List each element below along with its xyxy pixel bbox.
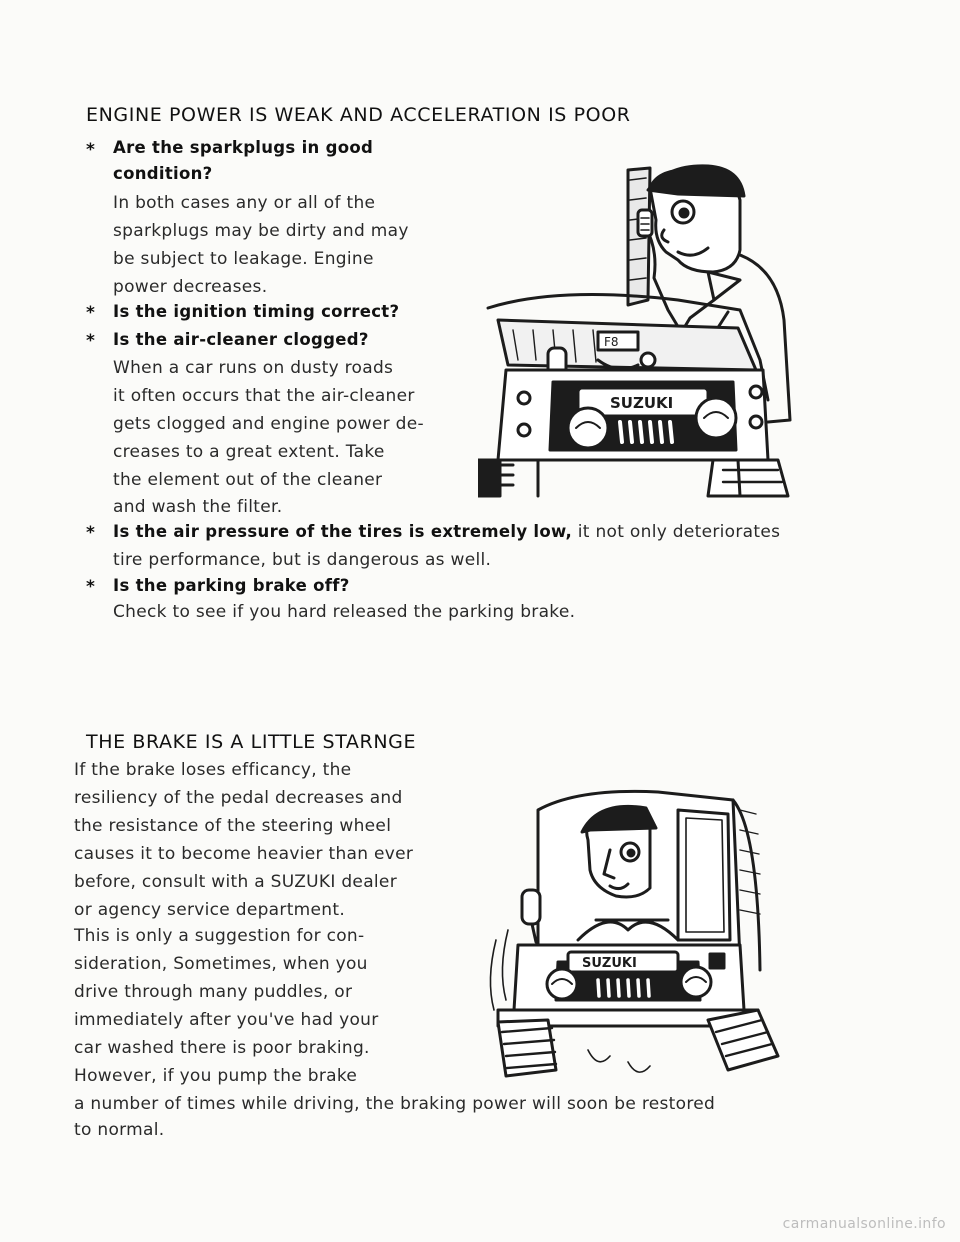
body-line: resiliency of the pedal decreases and bbox=[74, 788, 403, 808]
body-line: car washed there is poor braking. bbox=[74, 1038, 370, 1058]
body-line: creases to a great extent. Take bbox=[113, 442, 385, 462]
badge-text: SUZUKI bbox=[610, 394, 674, 412]
body-line: causes it to become heavier than ever bbox=[74, 844, 414, 864]
bullet-star: * bbox=[86, 331, 95, 351]
body-line: tire performance, but is dangerous as well. bbox=[113, 550, 492, 570]
body-line: If the brake loses efficancy, the bbox=[74, 760, 352, 780]
body-line: or agency service department. bbox=[74, 900, 346, 920]
body-line: When a car runs on dusty roads bbox=[113, 358, 394, 378]
question-sparkplugs: Are the sparkplugs in good bbox=[113, 138, 374, 157]
tire-pressure-line bbox=[113, 522, 780, 542]
body-line: drive through many puddles, or bbox=[74, 982, 353, 1002]
body-line: gets clogged and engine power de- bbox=[113, 414, 424, 434]
bullet-star: * bbox=[86, 523, 95, 543]
body-line: be subject to leakage. Engine bbox=[113, 249, 374, 269]
question-air-cleaner: Is the air-cleaner clogged? bbox=[113, 330, 369, 349]
body-line: the resistance of the steering wheel bbox=[74, 816, 392, 836]
question-tail: it not only deteriorates bbox=[572, 522, 781, 542]
body-line: sparkplugs may be dirty and may bbox=[113, 221, 409, 241]
body-line: it often occurs that the air-cleaner bbox=[113, 386, 415, 406]
body-line: sideration, Sometimes, when you bbox=[74, 954, 368, 974]
body-line: immediately after you've had your bbox=[74, 1010, 379, 1030]
body-line: In both cases any or all of the bbox=[113, 193, 376, 213]
question-parking-brake: Is the parking brake off? bbox=[113, 576, 350, 595]
badge-text: SUZUKI bbox=[582, 956, 637, 971]
question-ignition-timing: Is the ignition timing correct? bbox=[113, 302, 400, 321]
body-line: Check to see if you hard released the parking brake. bbox=[113, 602, 576, 622]
mechanic-under-hood-icon bbox=[478, 160, 798, 500]
body-line: a number of times while driving, the braking power will soon be restored bbox=[74, 1094, 716, 1114]
body-line: the element out of the cleaner bbox=[113, 470, 383, 490]
body-line: to normal. bbox=[74, 1120, 165, 1140]
section2-heading: THE BRAKE IS A LITTLE STARNGE bbox=[86, 731, 417, 753]
section1-heading: ENGINE POWER IS WEAK AND ACCELERATION IS POOR bbox=[86, 104, 631, 126]
body-line: However, if you pump the brake bbox=[74, 1066, 358, 1086]
question-sparkplugs-cont: condition? bbox=[113, 164, 213, 183]
driver-in-jeep-icon bbox=[478, 770, 788, 1090]
watermark: carmanualsonline.info bbox=[782, 1216, 946, 1232]
body-line: This is only a suggestion for con- bbox=[74, 926, 365, 946]
body-line: before, consult with a SUZUKI dealer bbox=[74, 872, 397, 892]
bullet-star: * bbox=[86, 140, 95, 160]
body-line: power decreases. bbox=[113, 277, 268, 297]
svg-text:F8: F8 bbox=[604, 335, 619, 349]
bullet-star: * bbox=[86, 577, 95, 597]
bullet-star: * bbox=[86, 303, 95, 323]
body-line: and wash the filter. bbox=[113, 497, 283, 517]
question-tire-pressure: Is the air pressure of the tires is extremely low, bbox=[113, 522, 573, 541]
